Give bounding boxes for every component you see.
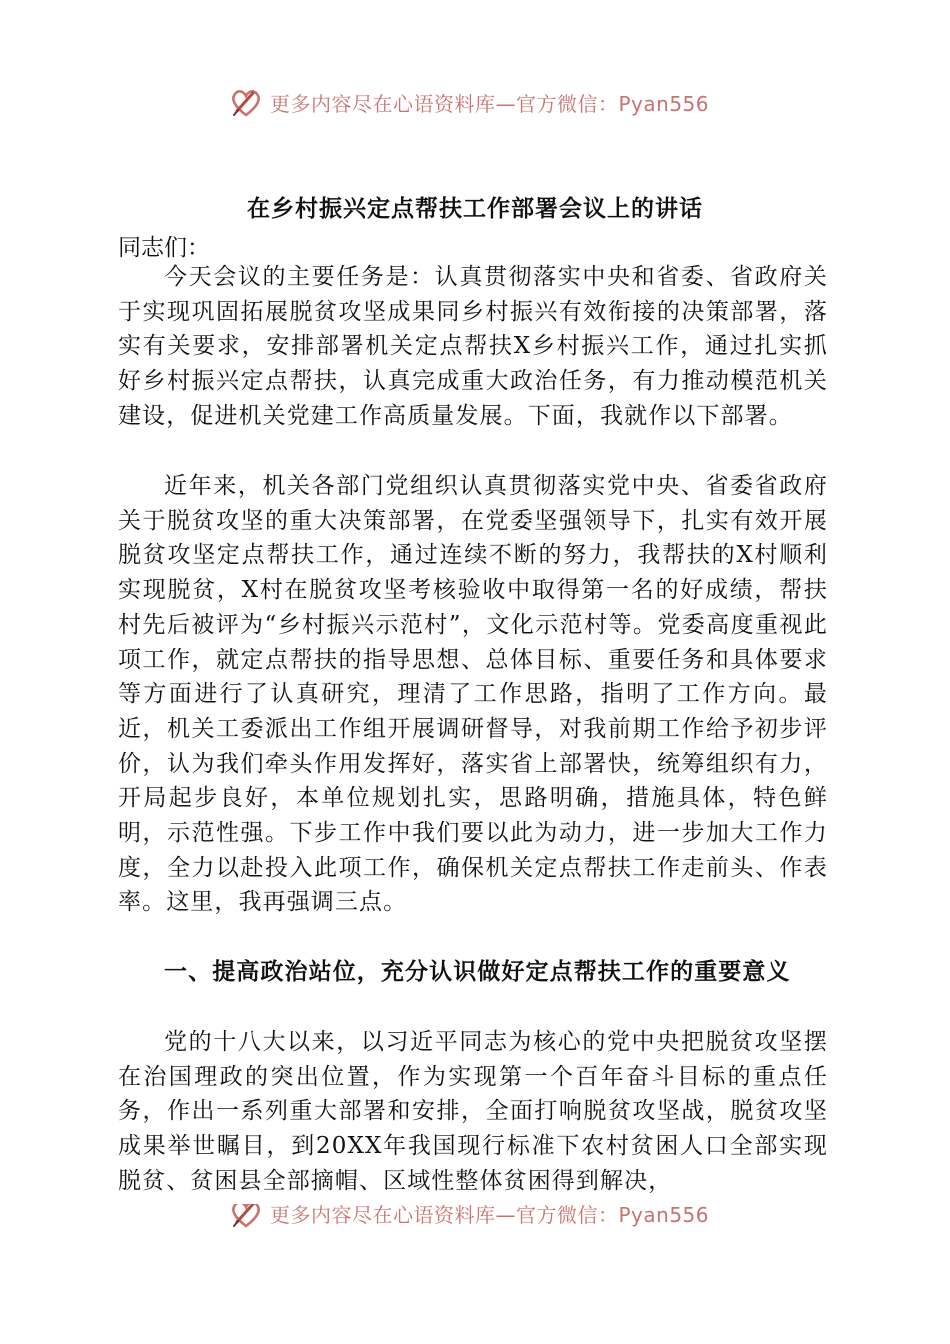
header-banner-text: 更多内容尽在心语资料库—官方微信：Pyan556 (270, 91, 710, 116)
footer-banner (228, 1204, 709, 1244)
section-heading: 一、提高政治站位，充分认识做好定点帮扶工作的重要意义 (164, 958, 791, 985)
paragraph-1: 今天会议的主要任务是：认真贯彻落实中央和省委、省政府关于实现巩固拓展脱贫攻坚成果同乡村振兴有效衔接的决策部署，落实有关要求，安排部署机关定点帮扶X乡村振兴工作，通过扎实抓好乡村振兴定点帮扶，认真完成重大政治任务，有力推动模范机关建设，促进机关党建工作高质量发展。下面，我就作以下部署。 (118, 264, 828, 429)
document-title: 在乡村振兴定点帮扶工作部署会议上的讲话 (247, 195, 703, 222)
footer-banner-text: 更多内容尽在心语资料库—官方微信：Pyan556 (270, 1204, 710, 1227)
footer-logo-icon (228, 1204, 264, 1231)
header-banner (228, 82, 709, 122)
section-paragraph: 党的十八大以来，以习近平同志为核心的党中央把脱贫攻坚摆在治国理政的突出位置，作为实现第一个百年奋斗目标的重点任务，作出一系列重大部署和安排，全面打响脱贫攻坚战，脱贫攻坚成果举世瞩目，到20XX年我国现行标准下农村贫困人口全部实现脱贫、贫困县全部摘帽、区域性整体贫困得到解决， (118, 1029, 828, 1194)
paragraph-2: 近年来，机关各部门党组织认真贯彻落实党中央、省委省政府关于脱贫攻坚的重大决策部署，在党委坚强领导下，扎实有效开展脱贫攻坚定点帮扶工作，通过连续不断的努力，我帮扶的X村顺利实现脱贫，X村在脱贫攻坚考核验收中取得第一名的好成绩，帮扶村先后被评为“乡村振兴示范村”，文化示范村等。党委高度重视此项工作，就定点帮扶的指导思想、总体目标、重要任务和具体要求等方面进行了认真研究，理清了工作思路，指明了工作方向。最近，机关工委派出工作组开展调研督导，对我前期工作给予初步评价，认为我们牵头作用发挥好，落实省上部署快，统筹组织有力，开局起步良好，本单位规划扎实，思路明确，措施具体，特色鲜明，示范性强。下步工作中我们要以此为动力，进一步加大工作力度，全力以赴投入此项工作，确保机关定点帮扶工作走前头、作表率。这里，我再强调三点。 (118, 473, 828, 916)
salutation: 同志们： (118, 235, 210, 261)
heart-pen-logo-icon (228, 84, 264, 120)
